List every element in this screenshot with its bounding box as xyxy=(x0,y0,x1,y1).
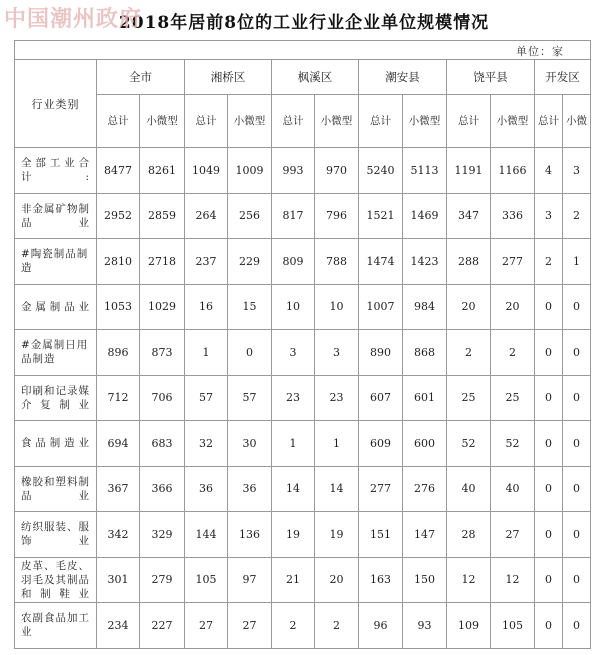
table-cell: 23 xyxy=(272,375,315,421)
table-cell: 796 xyxy=(315,193,359,239)
table-cell: 1423 xyxy=(403,239,447,285)
sub-header-small: 小微型 xyxy=(491,95,535,148)
table-cell: 706 xyxy=(140,375,185,421)
table-cell: 1 xyxy=(185,330,228,376)
table-cell: 868 xyxy=(403,330,447,376)
table-cell: 19 xyxy=(272,512,315,558)
table-cell: 57 xyxy=(228,375,272,421)
table-row xyxy=(15,148,591,194)
table-cell: 277 xyxy=(491,239,535,285)
table-cell: 2 xyxy=(447,330,491,376)
table-cell: 0 xyxy=(535,466,563,512)
table-cell: 277 xyxy=(359,466,403,512)
table-cell: 57 xyxy=(185,375,228,421)
sub-header-small: 小微型 xyxy=(403,95,447,148)
table-cell: 1469 xyxy=(403,193,447,239)
table-cell: 15 xyxy=(228,284,272,330)
group-header-fengxi: 枫溪区 xyxy=(272,60,359,95)
table-cell: 2 xyxy=(491,330,535,376)
table-cell: 342 xyxy=(97,512,140,558)
table-cell: 683 xyxy=(140,421,185,467)
table-cell: 3 xyxy=(272,330,315,376)
table-cell: 227 xyxy=(140,603,185,649)
table-cell: 1049 xyxy=(185,148,228,194)
table-cell: 1474 xyxy=(359,239,403,285)
table-cell: 336 xyxy=(491,193,535,239)
header-row-groups xyxy=(15,60,591,95)
row-label: 金属制品业 xyxy=(15,284,97,330)
table-cell: 28 xyxy=(447,512,491,558)
table-cell: 12 xyxy=(447,557,491,603)
table-body xyxy=(15,148,591,649)
table-cell: 32 xyxy=(185,421,228,467)
table-cell: 276 xyxy=(403,466,447,512)
table-cell: 3 xyxy=(563,148,591,194)
table-cell: 25 xyxy=(491,375,535,421)
industry-scale-table xyxy=(14,59,591,649)
table-cell: 601 xyxy=(403,375,447,421)
industry-header: 行业类别 xyxy=(15,60,97,148)
table-cell: 0 xyxy=(563,466,591,512)
table-cell: 0 xyxy=(535,284,563,330)
table-cell: 147 xyxy=(403,512,447,558)
table-cell: 105 xyxy=(185,557,228,603)
row-label: 皮革、毛皮、羽毛及其制品和制鞋业 xyxy=(15,557,97,603)
table-cell: 144 xyxy=(185,512,228,558)
table-cell: 970 xyxy=(315,148,359,194)
table-cell: 993 xyxy=(272,148,315,194)
table-cell: 817 xyxy=(272,193,315,239)
table-cell: 1053 xyxy=(97,284,140,330)
sub-header-total: 总计 xyxy=(447,95,491,148)
table-cell: 607 xyxy=(359,375,403,421)
table-cell: 25 xyxy=(447,375,491,421)
table-cell: 2 xyxy=(315,603,359,649)
group-header-devzone: 开发区 xyxy=(535,60,591,95)
sub-header-total: 总计 xyxy=(97,95,140,148)
table-cell: 97 xyxy=(228,557,272,603)
table-cell: 20 xyxy=(315,557,359,603)
page-title: 2018年居前8位的工业行业企业单位规模情况 xyxy=(118,13,490,33)
sub-header-small: 小微 xyxy=(563,95,591,148)
table-cell: 1 xyxy=(563,239,591,285)
table-cell: 1521 xyxy=(359,193,403,239)
table-row xyxy=(15,330,591,376)
row-label: 农副食品加工业 xyxy=(15,603,97,649)
table-cell: 984 xyxy=(403,284,447,330)
table-cell: 2810 xyxy=(97,239,140,285)
table-row xyxy=(15,239,591,285)
table-cell: 21 xyxy=(272,557,315,603)
table-row xyxy=(15,466,591,512)
table-cell: 10 xyxy=(315,284,359,330)
site-watermark: 中国潮州政府 xyxy=(4,6,143,32)
group-header-xiangqiao: 湘桥区 xyxy=(185,60,272,95)
table-row xyxy=(15,557,591,603)
table-cell: 27 xyxy=(185,603,228,649)
table-cell: 5113 xyxy=(403,148,447,194)
table-cell: 809 xyxy=(272,239,315,285)
table-cell: 264 xyxy=(185,193,228,239)
table-cell: 3 xyxy=(535,193,563,239)
table-cell: 0 xyxy=(535,512,563,558)
row-label: #陶瓷制品制造 xyxy=(15,239,97,285)
table-cell: 27 xyxy=(491,512,535,558)
table-cell: 0 xyxy=(563,284,591,330)
table-cell: 27 xyxy=(228,603,272,649)
table-cell: 896 xyxy=(97,330,140,376)
table-cell: 150 xyxy=(403,557,447,603)
group-header-chaoan: 潮安县 xyxy=(359,60,447,95)
table-cell: 2952 xyxy=(97,193,140,239)
table-cell: 0 xyxy=(228,330,272,376)
row-label: #金属制日用品制造 xyxy=(15,330,97,376)
sub-header-total: 总计 xyxy=(185,95,228,148)
table-cell: 8477 xyxy=(97,148,140,194)
table-cell: 30 xyxy=(228,421,272,467)
table-cell: 0 xyxy=(563,375,591,421)
table-cell: 0 xyxy=(563,421,591,467)
table-cell: 3 xyxy=(315,330,359,376)
table-cell: 2718 xyxy=(140,239,185,285)
table-cell: 234 xyxy=(97,603,140,649)
row-label: 食品制造业 xyxy=(15,421,97,467)
sub-header-small: 小微型 xyxy=(315,95,359,148)
table-cell: 14 xyxy=(315,466,359,512)
table-row xyxy=(15,193,591,239)
sub-header-small: 小微型 xyxy=(140,95,185,148)
table-cell: 279 xyxy=(140,557,185,603)
table-cell: 40 xyxy=(447,466,491,512)
table-cell: 96 xyxy=(359,603,403,649)
header-row-sub xyxy=(15,95,591,148)
table-cell: 229 xyxy=(228,239,272,285)
table-cell: 23 xyxy=(315,375,359,421)
row-label: 全部工业合计: xyxy=(15,148,97,194)
table-cell: 694 xyxy=(97,421,140,467)
sub-header-small: 小微型 xyxy=(228,95,272,148)
table-cell: 0 xyxy=(535,421,563,467)
table-cell: 136 xyxy=(228,512,272,558)
table-cell: 52 xyxy=(491,421,535,467)
table-cell: 0 xyxy=(535,557,563,603)
table-cell: 93 xyxy=(403,603,447,649)
table-cell: 0 xyxy=(563,512,591,558)
table-cell: 0 xyxy=(563,603,591,649)
table-cell: 36 xyxy=(228,466,272,512)
table-cell: 1007 xyxy=(359,284,403,330)
table-cell: 109 xyxy=(447,603,491,649)
table-cell: 12 xyxy=(491,557,535,603)
table-row xyxy=(15,603,591,649)
table-cell: 1 xyxy=(272,421,315,467)
table-cell: 19 xyxy=(315,512,359,558)
table-cell: 0 xyxy=(535,375,563,421)
table-cell: 20 xyxy=(447,284,491,330)
table-cell: 14 xyxy=(272,466,315,512)
table-cell: 1029 xyxy=(140,284,185,330)
table-cell: 20 xyxy=(491,284,535,330)
table-cell: 52 xyxy=(447,421,491,467)
table-cell: 366 xyxy=(140,466,185,512)
table-cell: 890 xyxy=(359,330,403,376)
table-cell: 0 xyxy=(535,603,563,649)
sub-header-total: 总计 xyxy=(272,95,315,148)
table-cell: 0 xyxy=(535,330,563,376)
table-row xyxy=(15,512,591,558)
group-header-raoping: 饶平县 xyxy=(447,60,535,95)
table-cell: 256 xyxy=(228,193,272,239)
table-cell: 151 xyxy=(359,512,403,558)
table-row xyxy=(15,284,591,330)
table-cell: 329 xyxy=(140,512,185,558)
row-label: 印刷和记录媒介复制业 xyxy=(15,375,97,421)
table-cell: 40 xyxy=(491,466,535,512)
table-cell: 0 xyxy=(563,330,591,376)
table-cell: 2859 xyxy=(140,193,185,239)
table-cell: 367 xyxy=(97,466,140,512)
table-cell: 788 xyxy=(315,239,359,285)
table-cell: 1191 xyxy=(447,148,491,194)
table-cell: 10 xyxy=(272,284,315,330)
table-cell: 712 xyxy=(97,375,140,421)
table-row xyxy=(15,421,591,467)
sub-header-total: 总计 xyxy=(535,95,563,148)
table-cell: 5240 xyxy=(359,148,403,194)
table-cell: 8261 xyxy=(140,148,185,194)
row-label: 纺织服装、服饰业 xyxy=(15,512,97,558)
table-cell: 2 xyxy=(563,193,591,239)
table-row xyxy=(15,375,591,421)
unit-label: 单位：家 xyxy=(516,45,564,58)
row-label: 非金属矿物制品业 xyxy=(15,193,97,239)
table-cell: 4 xyxy=(535,148,563,194)
group-header-city: 全市 xyxy=(97,60,185,95)
table-cell: 2 xyxy=(535,239,563,285)
table-cell: 36 xyxy=(185,466,228,512)
table-cell: 237 xyxy=(185,239,228,285)
sub-header-total: 总计 xyxy=(359,95,403,148)
table-cell: 1166 xyxy=(491,148,535,194)
row-label: 橡胶和塑料制品业 xyxy=(15,466,97,512)
table-cell: 1 xyxy=(315,421,359,467)
table-cell: 2 xyxy=(272,603,315,649)
unit-row xyxy=(14,40,591,59)
table-cell: 609 xyxy=(359,421,403,467)
table-cell: 288 xyxy=(447,239,491,285)
table-cell: 1009 xyxy=(228,148,272,194)
table-cell: 105 xyxy=(491,603,535,649)
table-cell: 0 xyxy=(563,557,591,603)
table-cell: 16 xyxy=(185,284,228,330)
table-cell: 163 xyxy=(359,557,403,603)
table-cell: 600 xyxy=(403,421,447,467)
table-cell: 301 xyxy=(97,557,140,603)
table-cell: 347 xyxy=(447,193,491,239)
table-cell: 873 xyxy=(140,330,185,376)
